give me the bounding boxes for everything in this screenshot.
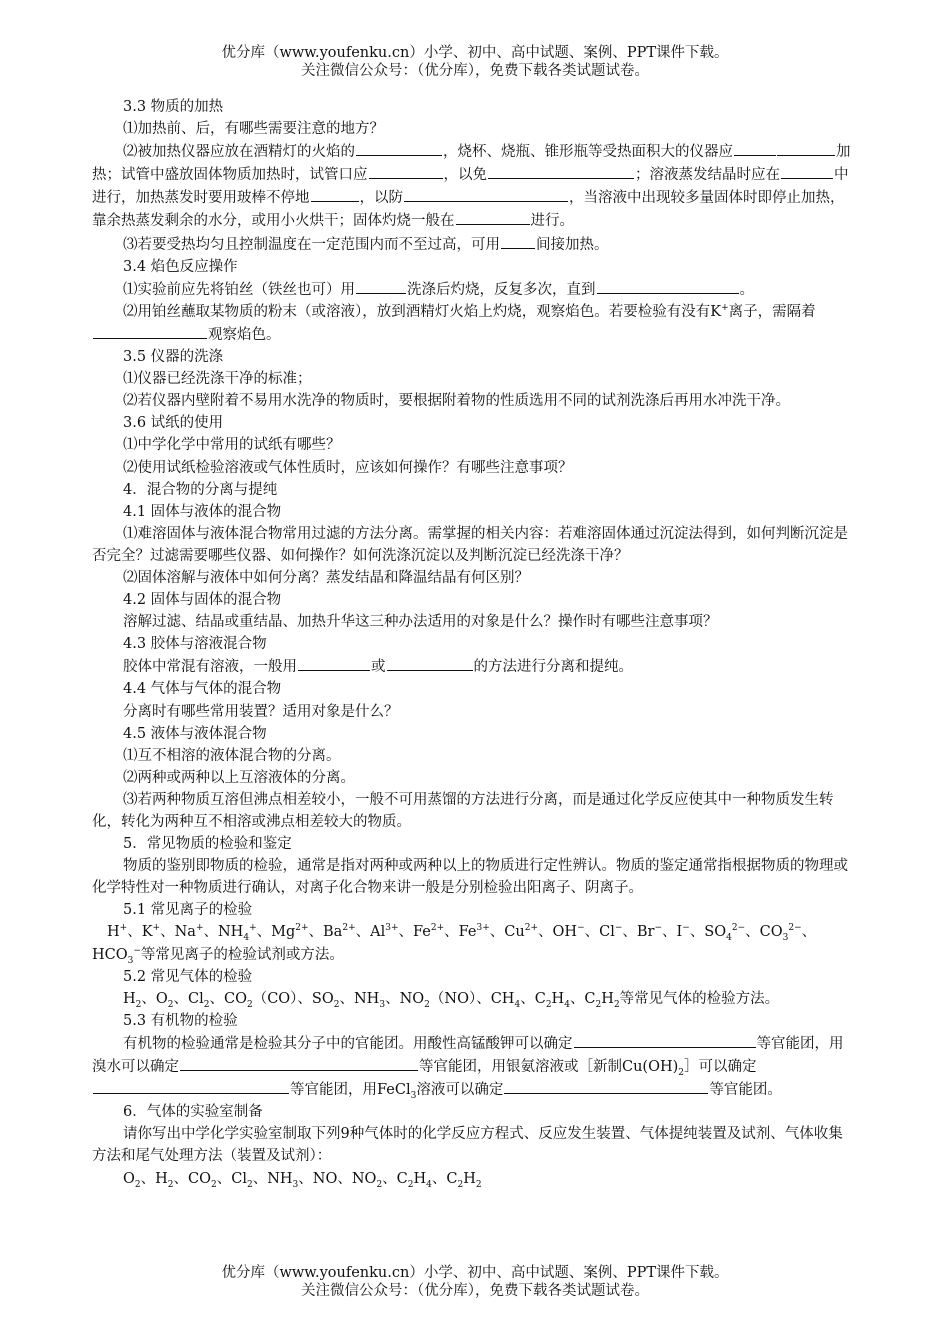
blank[interactable] (597, 278, 739, 294)
footer-line-2: 关注微信公众号：（优分库），免费下载各类试题试卷。 (301, 1283, 649, 1299)
blank[interactable] (501, 233, 535, 249)
blank[interactable] (93, 323, 207, 339)
s36-q1: ⑴中学化学中常用的试纸有哪些？ (123, 437, 341, 454)
s34-q2: ⑵用铂丝蘸取某物质的粉末（或溶液），放到酒精灯火焰上灼烧，观察焰色。若要检验有没有K+离子，需隔着观察焰色。 (92, 301, 854, 346)
blank[interactable] (456, 209, 530, 225)
s35-q1: ⑴仪器已经洗涤干净的标准； (123, 371, 312, 388)
blank[interactable] (369, 163, 443, 179)
section-5-title: 5．常见物质的检验和鉴定 (123, 836, 292, 853)
blank[interactable] (387, 655, 473, 671)
section-4-2-title: 4.2 固体与固体的混合物 (123, 592, 282, 609)
page-header (0, 44, 950, 80)
section-3-5-title: 3.5 仪器的洗涤 (123, 349, 224, 366)
section-4-4-title: 4.4 气体与气体的混合物 (123, 681, 282, 698)
blank[interactable] (777, 140, 835, 156)
page-footer (0, 1264, 950, 1300)
s5-intro: 物质的鉴别即物质的检验，通常是指对两种或两种以上的物质进行定性辨认。物质的鉴定通常指根据物质的物理或化学特性对一种物质进行确认，对离子化合物来讲一般是分别检验出阳离子、阴离子。 (92, 858, 848, 897)
s43-text: 胶体中常混有溶液，一般用 或 的方法进行分离和提纯。 (92, 655, 854, 678)
header-line-2: 关注微信公众号：（优分库），免费下载各类试题试卷。 (301, 63, 649, 79)
section-6-title: 6．气体的实验室制备 (123, 1104, 263, 1121)
section-4-1-title: 4.1 固体与液体的混合物 (123, 503, 282, 520)
s52-gases: $H_2$、$O_2$、$Cl_2$、$CO_2(CO)$、$SO_2$、$NH_3$、$NO_2(NO)$、$CH_4$、$C_2H_4$、$C_2H_2$等常见气体的检验方法。 (123, 990, 780, 1010)
blank[interactable] (311, 186, 359, 202)
s35-q2: ⑵若仪器内壁附着不易用水洗净的物质时，要根据附着物的性质选用不同的试剂洗涤后再用水冲洗干净。 (123, 393, 790, 410)
s36-q2: ⑵使用试纸检验溶液或气体性质时，应该如何操作？有哪些注意事项？ (123, 459, 573, 476)
section-4-5-title: 4.5 液体与液体混合物 (123, 725, 267, 742)
section-4-title: 4．混合物的分离与提纯 (123, 481, 278, 498)
blank[interactable] (488, 163, 634, 179)
s33-q2: ⑵被加热仪器应放在酒精灯的火焰的 ，烧杯、烧瓶、锥形瓶等受热面积大的仪器应 加热；试管中盛放固体物质加热时，试管口应 ，以免 ；溶液蒸发结晶时应在 中进行，加热蒸发时要用玻棒不停地 ，以防 ，当溶液中出现较多量固体时即停止加热，靠余热蒸发剩余的水分，或用小火烘干；固体灼烧一般在 进行。 (92, 140, 854, 232)
section-3-3-title: 3.3 物质的加热 (123, 99, 224, 115)
s41-q1: ⑴难溶固体与液体混合物常用过滤的方法分离。需掌握的相关内容：若难溶固体通过沉淀法得到，如何判断沉淀是否完全？过滤需要哪些仪器、如何操作？如何洗涤沉淀以及判断沉淀已经洗涤干净？ (92, 525, 848, 564)
blank[interactable] (356, 278, 406, 294)
s6-gases: $O_2$、$H_2$、$CO_2$、$Cl_2$、$NH_3$、NO、$NO_2$、$C_2H_4$、$C_2H_2$ (123, 1170, 482, 1190)
s41-q2: ⑵固体溶解与液体中如何分离？蒸发结晶和降温结晶有何区别？ (123, 569, 529, 586)
blank[interactable] (93, 1078, 289, 1094)
header-line-1: 优分库（www.youfenku.cn）小学、初中、高中试题、案例、PPT课件下载。 (221, 45, 729, 61)
section-5-3-title: 5.3 有机物的检验 (123, 1012, 238, 1029)
blank[interactable] (356, 140, 442, 156)
section-3-6-title: 3.6 试纸的使用 (123, 415, 224, 432)
s33-q1: ⑴加热前、后，有哪些需要注意的地方？ (123, 121, 384, 138)
blank[interactable] (404, 186, 568, 202)
s6-text: 请你写出中学化学实验室制取下列9种气体时的化学反应方程式、反应发生装置、气体提纯装置及试剂、气体收集方法和尾气处理方法（装置及试剂）： (92, 1126, 843, 1165)
s45-q1: ⑴互不相溶的液体混合物的分离。 (123, 747, 341, 764)
footer-line-1: 优分库（www.youfenku.cn）小学、初中、高中试题、案例、PPT课件下载。 (221, 1265, 729, 1281)
blank[interactable] (180, 1055, 418, 1071)
s45-q3: ⑶若两种物质互溶但沸点相差较小，一般不可用蒸馏的方法进行分离，而是通过化学反应使其中一种物质发生转化，转化为两种互不相溶或沸点相差较大的物质。 (92, 791, 834, 830)
s53-text: 有机物的检验通常是检验其分子中的官能团。用酸性高锰酸钾可以确定 等官能团，用溴水可以确定 等官能团，用银氨溶液或［新制$Cu(OH)_2]$可以确定等官能团，用FeCl$_3$溶液可以确定 等官能团。 (92, 1032, 854, 1101)
section-4-3-title: 4.3 胶体与溶液混合物 (123, 636, 267, 653)
section-3-4-title: 3.4 焰色反应操作 (123, 258, 238, 275)
section-5-1-title: 5.1 常见离子的检验 (123, 902, 253, 919)
blank[interactable] (298, 655, 370, 671)
s34-q1: ⑴实验前应先将铂丝（铁丝也可）用 洗涤后灼烧，反复多次，直到 。 (92, 278, 854, 301)
blank[interactable] (574, 1032, 756, 1048)
blank[interactable] (734, 140, 776, 156)
document-body (92, 96, 854, 1190)
s44-text: 分离时有哪些常用装置？适用对象是什么？ (123, 703, 399, 720)
s33-q3: ⑶若要受热均匀且控制温度在一定范围内而不至过高，可用 间接加热。 (92, 233, 854, 256)
section-5-2-title: 5.2 常见气体的检验 (123, 968, 253, 985)
blank[interactable] (781, 163, 833, 179)
s42-text: 溶解过滤、结晶或重结晶、加热升华这三种办法适用的对象是什么？操作时有哪些注意事项？ (123, 614, 718, 631)
s45-q2: ⑵两种或两种以上互溶液体的分离。 (123, 769, 355, 786)
s51-ions: H+、K+、Na+、$NH_4^+$、$Mg^{2+}$、$Ba^{2+}$、$Al^{3+}$、$Fe^{2+}$、$Fe^{3+}$、$Cu^{2+}$、OH−、Cl−、Br−、I−、$SO_4^{2-}$、$CO_3^{2-}$、$HCO_3^-$等常见离子的检验试剂或方法。 (92, 923, 817, 966)
blank[interactable] (504, 1078, 708, 1094)
